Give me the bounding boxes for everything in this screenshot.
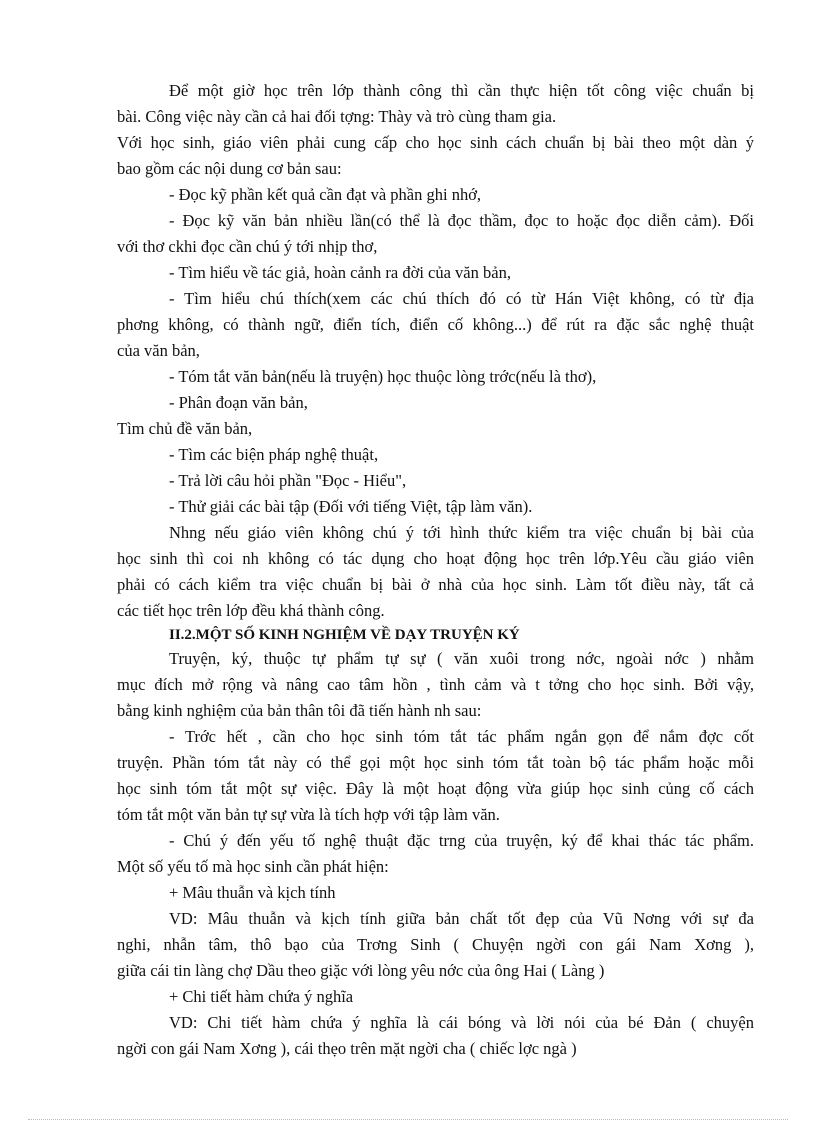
text-line-26: - Trớc hết , cần cho học sinh tóm tắt tác phẩm ngắn gọn để nắm đợc cốt (169, 727, 754, 746)
text-line-1: Để một giờ học trên lớp thành công thì cần thực hiện tốt công việc chuẩn bị (169, 81, 754, 100)
text-line-31: Một số yếu tố mà học sinh cần phát hiện: (117, 857, 389, 876)
text-line-32: + Mâu thuẫn và kịch tính (169, 883, 336, 902)
text-line-15: - Tìm các biện pháp nghệ thuật, (169, 445, 379, 464)
text-line-37: VD: Chi tiết hàm chứa ý nghĩa là cái bóng và lời nói của bé Đản ( chuyện (169, 1013, 754, 1032)
text-line-2: bài. Công việc này cần cả hai đối tợng: Thày và trò cùng tham gia. (117, 107, 557, 126)
text-line-13: - Phân đoạn văn bản, (169, 393, 308, 412)
text-line-6: - Đọc kỹ văn bản nhiều lần(có thể là đọc thầm, đọc to hoặc đọc diễn cảm). Đối (169, 211, 754, 230)
text-line-20: phải có cách kiểm tra việc chuẩn bị bài ở nhà của học sinh. Làm tốt điều này, tất cả (117, 575, 754, 594)
text-line-36: + Chi tiết hàm chứa ý nghĩa (169, 987, 354, 1006)
text-line-18: Nhng nếu giáo viên không chú ý tới hình thức kiểm tra việc chuẩn bị bài của (169, 523, 754, 542)
text-line-12: - Tóm tắt văn bản(nếu là truyện) học thuộc lòng trớc(nếu là thơ), (169, 367, 597, 386)
text-line-38: ngời con gái Nam Xơng ), cái thẹo trên mặt ngời cha ( chiếc lợc ngà ) (117, 1039, 577, 1058)
text-line-17: - Thử giải các bài tập (Đối với tiếng Việt, tập làm văn). (169, 497, 533, 516)
text-line-5: - Đọc kỹ phần kết quả cần đạt và phần ghi nhớ, (169, 185, 482, 204)
text-line-4: bao gồm các nội dung cơ bản sau: (117, 159, 342, 178)
text-line-7: với thơ ckhi đọc cần chú ý tới nhịp thơ, (117, 237, 378, 256)
text-line-34: nghi, nhẫn tâm, thô bạo của Trơng Sinh ( Chuyện ngời con gái Nam Xơng ), (117, 935, 754, 954)
text-line-33: VD: Mâu thuẫn và kịch tính giữa bản chất tốt đẹp của Vũ Nơng với sự đa (169, 909, 754, 928)
text-line-28: học sinh tóm tắt một sự việc. Đây là một hoạt động vừa giúp học sinh củng cố cách (117, 779, 754, 798)
text-line-30: - Chú ý đến yếu tố nghệ thuật đặc trng của truyện, ký để khai thác tác phẩm. (169, 831, 754, 850)
text-line-35: giữa cái tin làng chợ Dầu theo giặc với lòng yêu nớc của ông Hai ( Làng ) (117, 961, 605, 980)
text-line-16: - Trả lời câu hỏi phần "Đọc - Hiểu", (169, 471, 407, 490)
text-line-27: truyện. Phần tóm tắt này có thể gọi một học sinh tóm tắt toàn bộ tác phẩm hoặc mỗi (117, 753, 754, 772)
text-line-11: của văn bản, (117, 341, 200, 360)
text-line-25: bằng kinh nghiệm của bản thân tôi đã tiến hành nh sau: (117, 701, 482, 720)
text-line-19: học sinh thì coi nh không có tác dụng cho hoạt động học trên lớp.Yêu cầu giáo viên (117, 549, 754, 568)
text-line-8: - Tìm hiểu về tác giả, hoàn cảnh ra đời của văn bản, (169, 263, 511, 282)
text-line-29: tóm tắt một văn bản tự sự vừa là tích hợp với tập làm văn. (117, 805, 500, 824)
section-heading: II.2.MỘT SỐ KINH NGHIỆM VỀ DẠY TRUYỆN KÝ (169, 627, 520, 643)
text-line-3: Với học sinh, giáo viên phải cung cấp cho học sinh cách chuẩn bị bài theo một dàn ý (117, 133, 754, 152)
text-line-23: Truyện, ký, thuộc tự phẩm tự sự ( văn xuôi trong nớc, ngoài nớc ) nhằm (169, 649, 754, 668)
page-bottom-divider (28, 1119, 788, 1120)
text-line-10: phơng không, có thành ngữ, điển tích, điển cố không...) để rút ra đặc sắc nghệ thuật (117, 315, 754, 334)
text-line-24: mục đích mở rộng và nâng cao tâm hồn , tình cảm và t tởng cho học sinh. Bởi vậy, (117, 675, 754, 694)
text-line-21: các tiết học trên lớp đều khá thành công. (117, 601, 385, 620)
text-line-9: - Tìm hiểu chú thích(xem các chú thích đó có từ Hán Việt không, có từ địa (169, 289, 754, 308)
text-line-14: Tìm chủ đề văn bản, (117, 419, 253, 438)
